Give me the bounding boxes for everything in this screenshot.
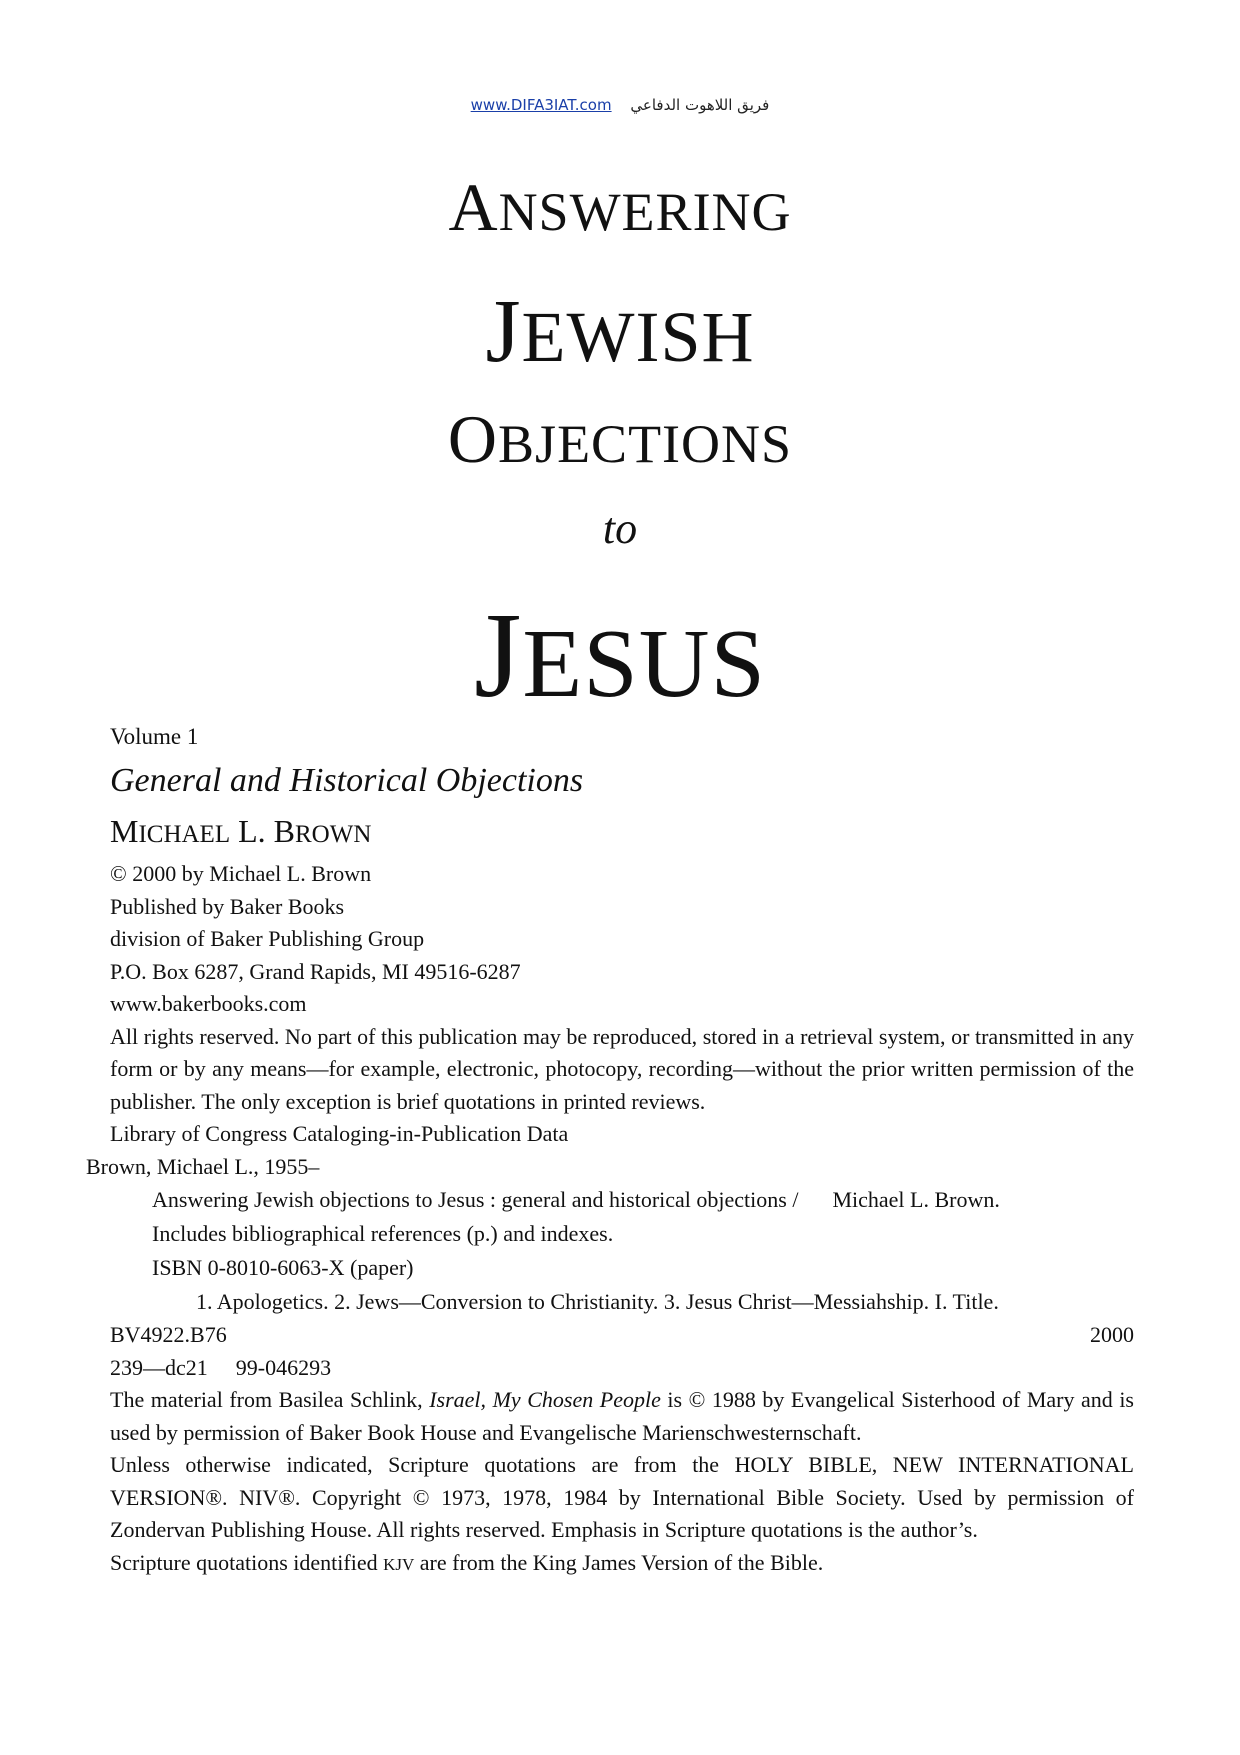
- kjv-pre: Scripture quotations identified: [110, 1549, 384, 1575]
- title-jesus: [0, 586, 1240, 726]
- page-header: [0, 96, 1240, 114]
- author-b: B: [273, 813, 295, 849]
- cip-call-number: BV4922.B76: [110, 1322, 227, 1347]
- author-rown: ROWN: [295, 821, 372, 848]
- volume-label: Volume 1: [110, 724, 199, 749]
- schlink-pre: The material from Basilea Schlink,: [110, 1387, 430, 1412]
- cip-year: 2000: [1090, 1322, 1134, 1347]
- title-answering: [0, 168, 1240, 247]
- title-answering-rest: NSWERING: [498, 182, 792, 242]
- author-name: [110, 808, 1134, 858]
- title-answering-cap: A: [448, 169, 499, 245]
- kjv-post: are from the King James Version of the Bible.: [414, 1549, 824, 1575]
- schlink-title: Israel, My Chosen People: [429, 1387, 661, 1412]
- cip-title-line: [152, 1183, 1134, 1217]
- niv-permission: Unless otherwise indicated, Scripture quotations are from the HOLY BIBLE, NEW INTERNATIONAL VERSION®. NIV®. Copyright © 1973, 1978, 1984 by International Bible Society. Used by permission of Zondervan Publishing House. All rights reserved. Emphasis in Scripture quotations is the author’s.: [110, 1452, 1134, 1542]
- title-jewish: [0, 280, 1240, 383]
- rights-statement: All rights reserved. No part of this publication may be reproduced, stored in a retrieval system, or transmitted in any form or by any means—for example, electronic, photocopy, recording—without the prior written permission of the publisher. The only exception is brief quotations in printed reviews.: [110, 1023, 1134, 1114]
- title-jewish-cap: J: [485, 282, 522, 381]
- cip-classification: [110, 1352, 1134, 1385]
- title-to: to: [602, 504, 638, 553]
- title-jesus-cap: J: [473, 588, 523, 723]
- schlink-permission: [110, 1384, 1134, 1449]
- cip-isbn: ISBN 0-8010-6063-X (paper): [152, 1255, 414, 1280]
- cip-title-author: Michael L. Brown.: [832, 1187, 1000, 1212]
- cip-author-entry: Brown, Michael L., 1955–: [86, 1153, 320, 1179]
- author-ichael: ICHAEL: [138, 821, 231, 848]
- publisher-line: Published by Baker Books: [110, 893, 345, 919]
- publisher-division: division of Baker Publishing Group: [110, 926, 425, 951]
- book-subtitle: General and Historical Objections: [110, 762, 584, 799]
- cip-includes: Includes bibliographical references (p.) and indexes.: [152, 1221, 614, 1246]
- cip-dewey: 239—dc21: [110, 1354, 208, 1380]
- cip-subjects: 1. Apologetics. 2. Jews—Conversion to Christianity. 3. Jesus Christ—Messiahship. I. Title.: [196, 1289, 999, 1314]
- cip-lccn: 99-046293: [235, 1354, 332, 1380]
- title-jewish-rest: EWISH: [521, 297, 755, 377]
- author-m: M: [110, 813, 139, 849]
- publisher-address: P.O. Box 6287, Grand Rapids, MI 49516-6287: [110, 958, 521, 984]
- title-objections-rest: BJECTIONS: [498, 414, 793, 474]
- author-initial: L.: [230, 813, 274, 849]
- title-objections: [0, 400, 1240, 479]
- copyright-page-body: [86, 720, 1134, 1581]
- cip-heading: Library of Congress Cataloging-in-Publication Data: [110, 1121, 569, 1146]
- schlink-post: is © 1988 by Evangelical Sisterhood of Mary and is used by permission of Baker Book House and Evangelische Marienschwesternschaft.: [110, 1387, 1134, 1445]
- title-objections-cap: O: [447, 401, 499, 477]
- cip-title: Answering Jewish objections to Jesus : general and historical objections /: [152, 1187, 799, 1212]
- arabic-team-name: فريق اللاهوت الدفاعي: [630, 96, 770, 114]
- cip-call-row: [110, 1319, 1134, 1352]
- kjv-permission: [110, 1547, 1134, 1582]
- publisher-website: www.bakerbooks.com: [110, 991, 307, 1016]
- site-link[interactable]: www.DIFA3IAT.com: [470, 96, 612, 114]
- kjv-abbr: KJV: [383, 1554, 415, 1574]
- title-jesus-rest: ESUS: [522, 610, 767, 718]
- copyright-line: © 2000 by Michael L. Brown: [110, 861, 372, 886]
